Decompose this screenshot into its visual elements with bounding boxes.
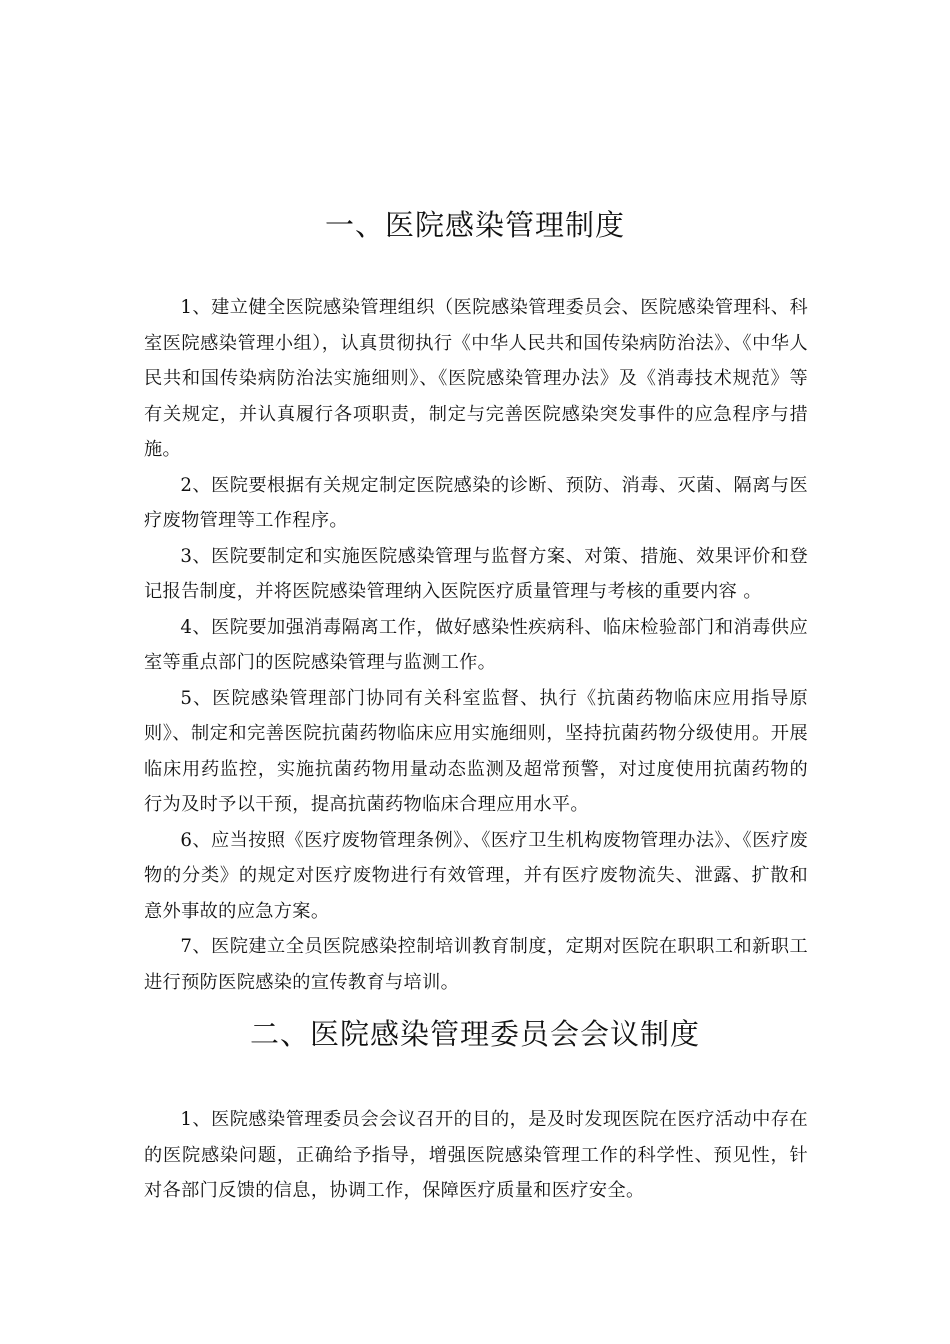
section-title-1: 一、医院感染管理制度 bbox=[324, 208, 625, 242]
paragraph-1-2: 2、医院要根据有关规定制定医院感染的诊断、预防、消毒、灭菌、隔离与医疗废物管理等工作程序。 bbox=[144, 474, 808, 531]
section-1-body bbox=[144, 290, 808, 1000]
paragraph-1-1: 1、建立健全医院感染管理组织（医院感染管理委员会、医院感染管理科、科室医院感染管理小组），认真贯彻执行《中华人民共和国传染病防治法》、《中华人民共和国传染病防治法实施细则》、《医院感染管理办法》及《消毒技术规范》等有关规定，并认真履行各项职责，制定与完善医院感染突发事件的应急程序与措施。 bbox=[144, 297, 808, 460]
section-title-2: 二、医院感染管理委员会会议制度 bbox=[249, 1017, 700, 1051]
paragraph-2-1: 1、医院感染管理委员会会议召开的目的，是及时发现医院在医疗活动中存在的医院感染问题，正确给予指导，增强医院感染管理工作的科学性、预见性，针对各部门反馈的信息，协调工作，保障医疗质量和医疗安全。 bbox=[144, 1109, 808, 1201]
paragraph-1-5: 5、医院感染管理部门协同有关科室监督、执行《抗菌药物临床应用指导原则》、制定和完善医院抗菌药物临床应用实施细则，坚持抗菌药物分级使用。开展临床用药监控，实施抗菌药物用量动态监测及超常预警，对过度使用抗菌药物的行为及时予以干预，提高抗菌药物临床合理应用水平。 bbox=[144, 687, 808, 815]
paragraph-1-4: 4、医院要加强消毒隔离工作，做好感染性疾病科、临床检验部门和消毒供应室等重点部门的医院感染管理与监测工作。 bbox=[144, 616, 808, 673]
section-2-body bbox=[144, 1102, 808, 1209]
paragraph-1-7: 7、医院建立全员医院感染控制培训教育制度，定期对医院在职职工和新职工进行预防医院感染的宣传教育与培训。 bbox=[144, 936, 808, 993]
paragraph-1-3: 3、医院要制定和实施医院感染管理与监督方案、对策、措施、效果评价和登记报告制度，并将医院感染管理纳入医院医疗质量管理与考核的重要内容 。 bbox=[144, 545, 808, 602]
paragraph-1-6: 6、应当按照《医疗废物管理条例》、《医疗卫生机构废物管理办法》、《医疗废物的分类》的规定对医疗废物进行有效管理，并有医疗废物流失、泄露、扩散和意外事故的应急方案。 bbox=[144, 829, 808, 922]
